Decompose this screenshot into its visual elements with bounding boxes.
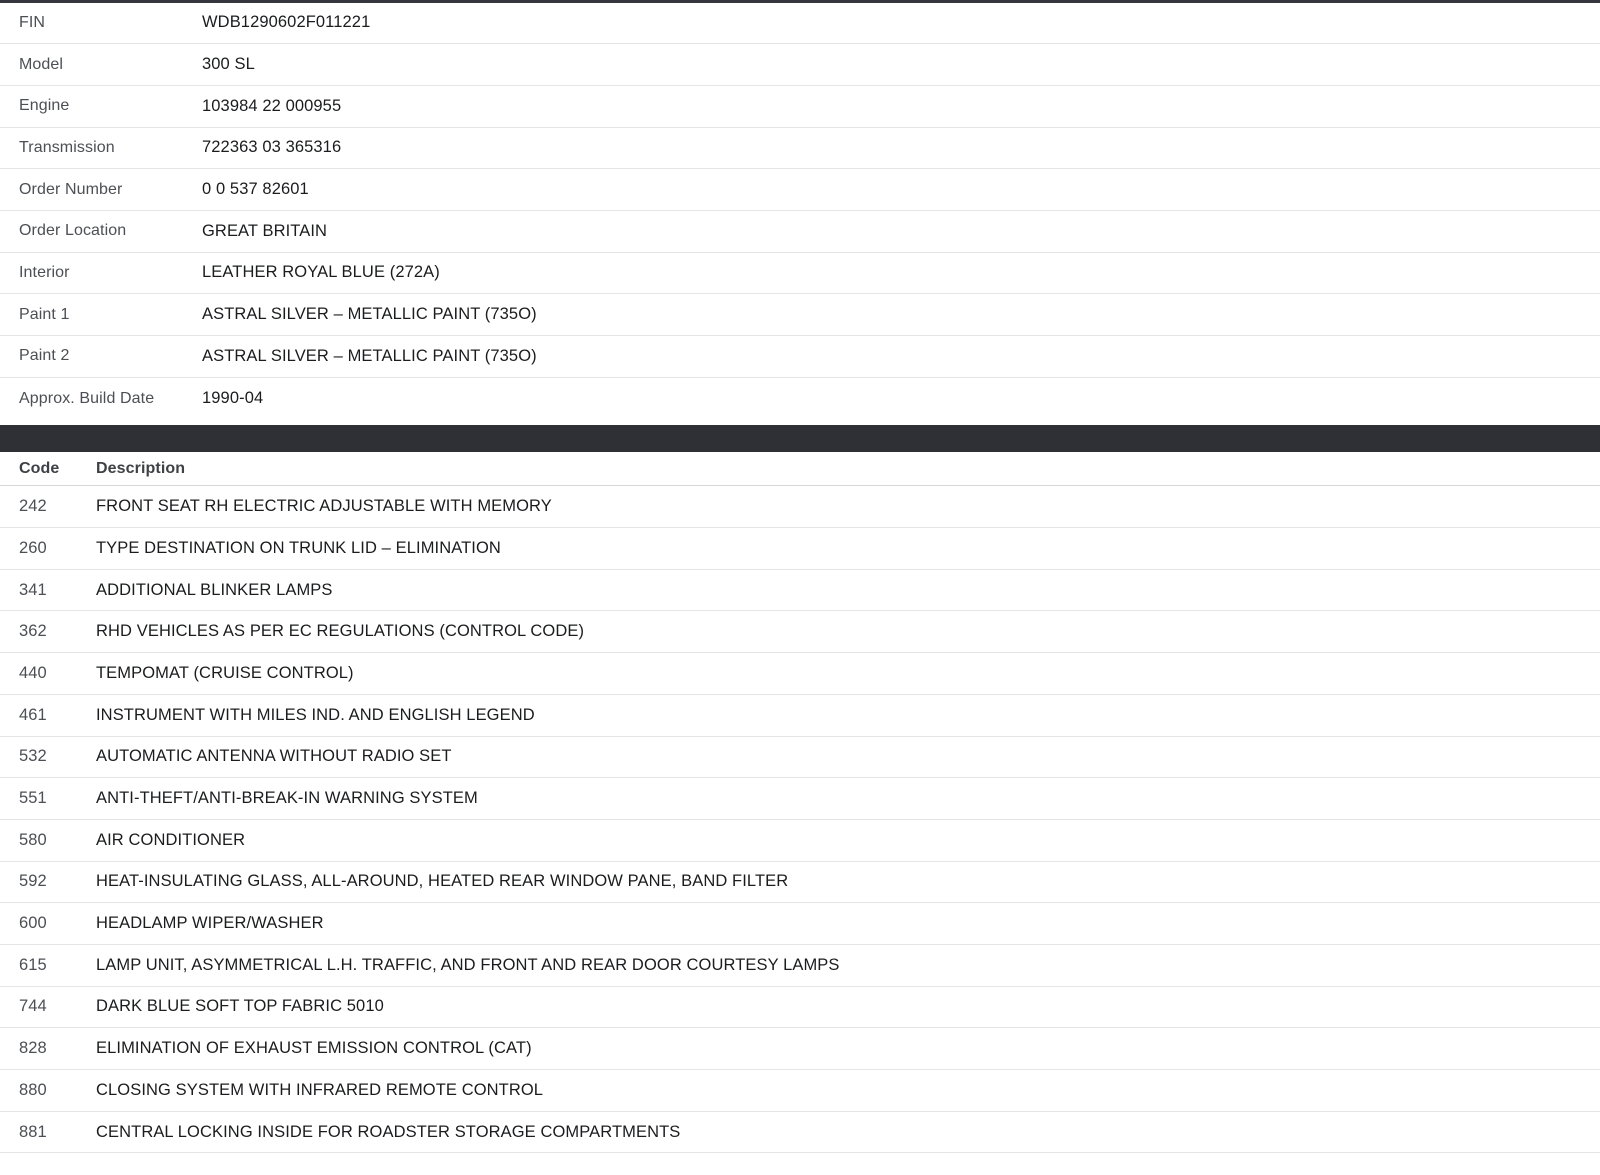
info-row-build-date bbox=[0, 378, 1600, 420]
option-row bbox=[0, 987, 1600, 1029]
info-value: 1990-04 bbox=[202, 389, 264, 408]
info-value: GREAT BRITAIN bbox=[202, 221, 328, 240]
option-description: ELIMINATION OF EXHAUST EMISSION CONTROL (CAT) bbox=[96, 1039, 532, 1058]
info-row-paint-2 bbox=[0, 336, 1600, 378]
option-description: CLOSING SYSTEM WITH INFRARED REMOTE CONTROL bbox=[96, 1080, 544, 1099]
description-column-header: Description bbox=[96, 459, 186, 477]
option-code: 362 bbox=[19, 622, 47, 641]
option-row bbox=[0, 611, 1600, 653]
option-description: ADDITIONAL BLINKER LAMPS bbox=[96, 580, 333, 599]
info-value: ASTRAL SILVER – METALLIC PAINT (735O) bbox=[202, 305, 537, 324]
option-row bbox=[0, 570, 1600, 612]
option-description: AIR CONDITIONER bbox=[96, 830, 246, 849]
options-table bbox=[0, 452, 1600, 1153]
option-row bbox=[0, 820, 1600, 862]
option-code: 532 bbox=[19, 747, 47, 766]
info-row-engine bbox=[0, 86, 1600, 128]
info-label: Engine bbox=[19, 97, 70, 115]
option-row bbox=[0, 528, 1600, 570]
info-value: ASTRAL SILVER – METALLIC PAINT (735O) bbox=[202, 346, 537, 365]
option-row bbox=[0, 1028, 1600, 1070]
option-row bbox=[0, 737, 1600, 779]
info-label: Model bbox=[19, 55, 64, 73]
info-row-order-number bbox=[0, 169, 1600, 211]
option-row bbox=[0, 653, 1600, 695]
info-value: 103984 22 000955 bbox=[202, 96, 342, 115]
option-code: 461 bbox=[19, 705, 47, 724]
info-label: Paint 1 bbox=[19, 305, 70, 323]
option-description: TEMPOMAT (CRUISE CONTROL) bbox=[96, 663, 354, 682]
option-code: 551 bbox=[19, 789, 47, 808]
option-code: 260 bbox=[19, 538, 47, 557]
info-value: WDB1290602F011221 bbox=[202, 13, 371, 32]
option-description: HEAT-INSULATING GLASS, ALL-AROUND, HEATED REAR WINDOW PANE, BAND FILTER bbox=[96, 872, 789, 891]
option-description: ANTI-THEFT/ANTI-BREAK-IN WARNING SYSTEM bbox=[96, 789, 478, 808]
info-label: Order Number bbox=[19, 180, 123, 198]
option-description: INSTRUMENT WITH MILES IND. AND ENGLISH LEGEND bbox=[96, 705, 535, 724]
section-divider-bar bbox=[0, 425, 1600, 452]
option-row bbox=[0, 945, 1600, 987]
option-code: 341 bbox=[19, 580, 47, 599]
info-value: 722363 03 365316 bbox=[202, 138, 342, 157]
option-code: 580 bbox=[19, 830, 47, 849]
info-label: Approx. Build Date bbox=[19, 389, 155, 407]
option-row bbox=[0, 486, 1600, 528]
info-label: Interior bbox=[19, 263, 70, 281]
code-column-header: Code bbox=[19, 459, 60, 477]
info-value: 300 SL bbox=[202, 55, 255, 74]
info-label: Paint 2 bbox=[19, 347, 70, 365]
options-header-row bbox=[0, 452, 1600, 486]
info-value: LEATHER ROYAL BLUE (272A) bbox=[202, 263, 440, 282]
option-code: 880 bbox=[19, 1080, 47, 1099]
option-code: 615 bbox=[19, 955, 47, 974]
option-code: 440 bbox=[19, 663, 47, 682]
option-description: DARK BLUE SOFT TOP FABRIC 5010 bbox=[96, 997, 384, 1016]
option-code: 881 bbox=[19, 1122, 47, 1141]
option-code: 242 bbox=[19, 497, 47, 516]
option-description: CENTRAL LOCKING INSIDE FOR ROADSTER STORAGE COMPARTMENTS bbox=[96, 1122, 681, 1141]
info-row-transmission bbox=[0, 128, 1600, 170]
info-row-paint-1 bbox=[0, 294, 1600, 336]
option-description: RHD VEHICLES AS PER EC REGULATIONS (CONTROL CODE) bbox=[96, 622, 585, 641]
vehicle-info-table bbox=[0, 3, 1600, 420]
info-row-interior bbox=[0, 253, 1600, 295]
option-row bbox=[0, 1112, 1600, 1154]
info-row-model bbox=[0, 44, 1600, 86]
option-description: HEADLAMP WIPER/WASHER bbox=[96, 914, 324, 933]
option-row bbox=[0, 778, 1600, 820]
info-value: 0 0 537 82601 bbox=[202, 180, 309, 199]
option-description: FRONT SEAT RH ELECTRIC ADJUSTABLE WITH MEMORY bbox=[96, 497, 552, 516]
option-row bbox=[0, 1070, 1600, 1112]
option-description: TYPE DESTINATION ON TRUNK LID – ELIMINATION bbox=[96, 538, 501, 557]
info-row-order-location bbox=[0, 211, 1600, 253]
option-row bbox=[0, 903, 1600, 945]
option-code: 744 bbox=[19, 997, 47, 1016]
info-row-fin bbox=[0, 3, 1600, 45]
option-description: LAMP UNIT, ASYMMETRICAL L.H. TRAFFIC, AND FRONT AND REAR DOOR COURTESY LAMPS bbox=[96, 955, 840, 974]
option-code: 828 bbox=[19, 1039, 47, 1058]
option-row bbox=[0, 862, 1600, 904]
info-label: FIN bbox=[19, 13, 46, 31]
info-label: Transmission bbox=[19, 138, 115, 156]
option-description: AUTOMATIC ANTENNA WITHOUT RADIO SET bbox=[96, 747, 452, 766]
option-code: 600 bbox=[19, 914, 47, 933]
option-code: 592 bbox=[19, 872, 47, 891]
option-row bbox=[0, 695, 1600, 737]
info-label: Order Location bbox=[19, 222, 127, 240]
